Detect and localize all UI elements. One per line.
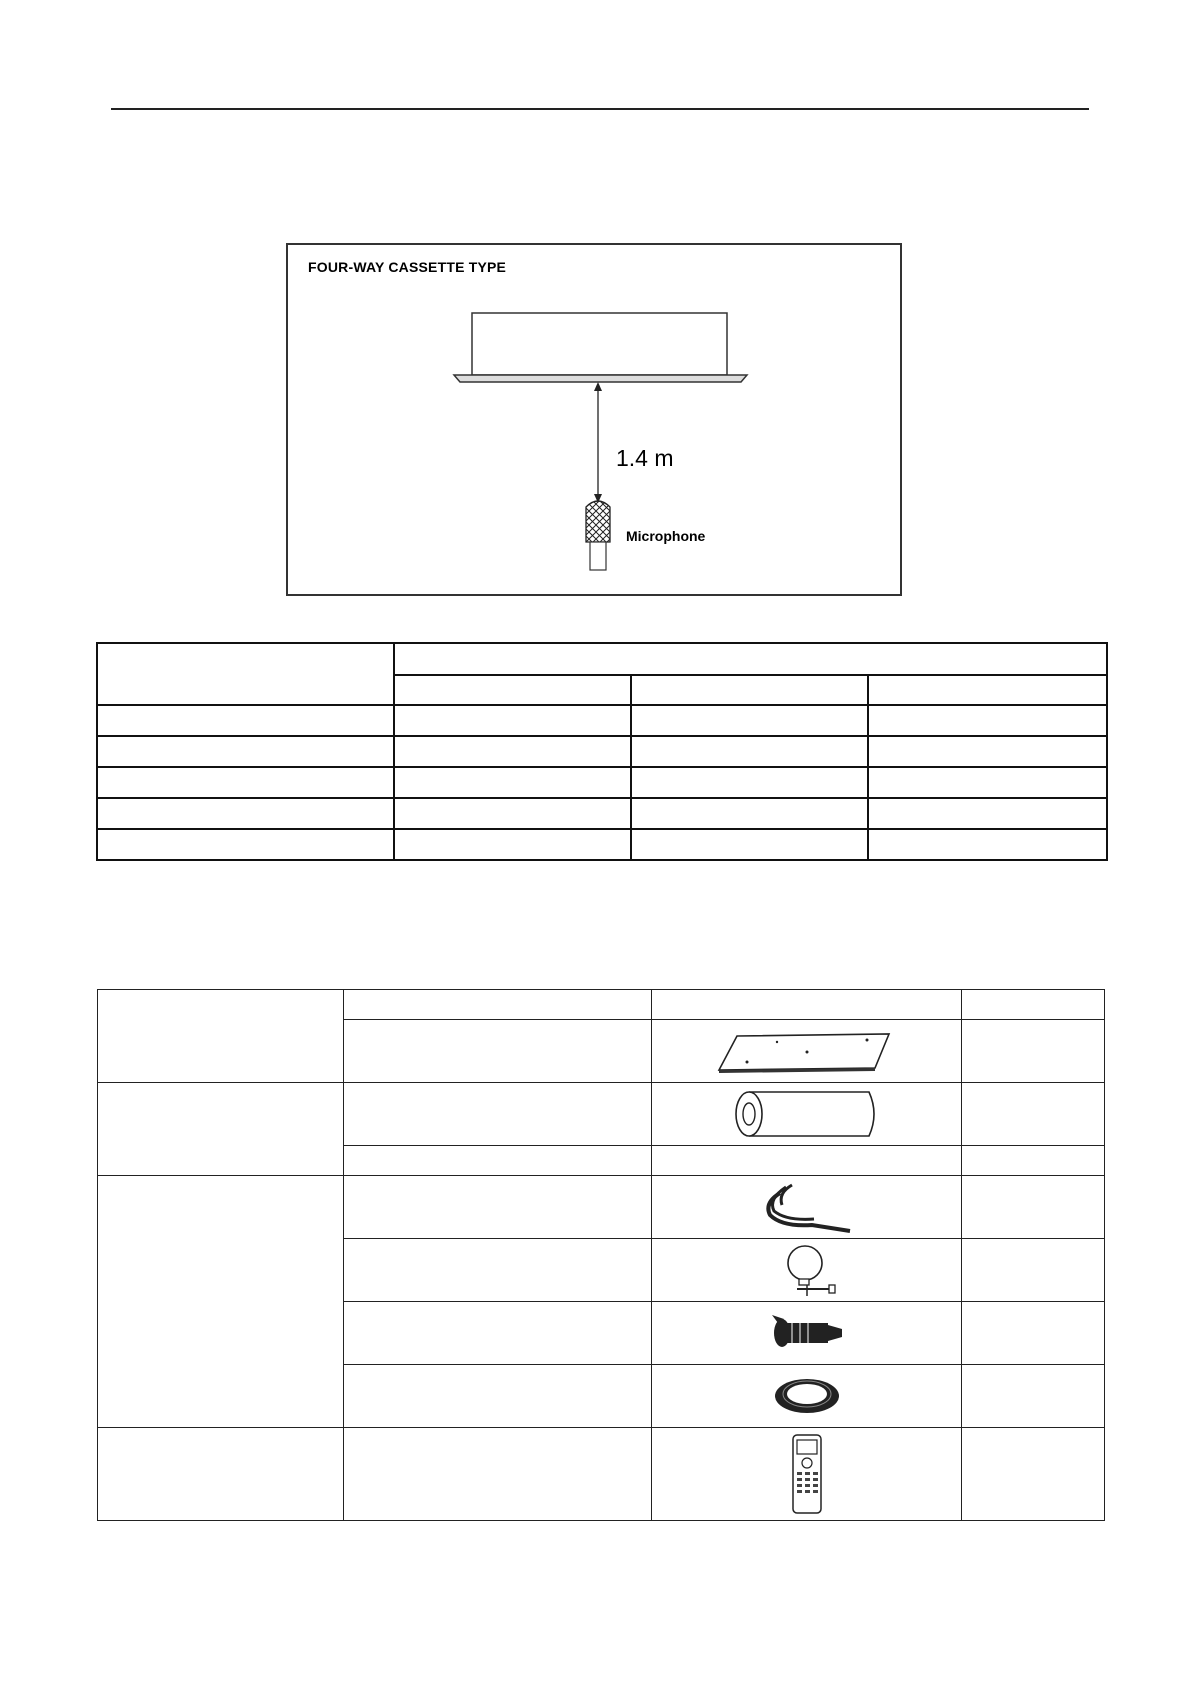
table-cell [631, 829, 868, 860]
table-cell [98, 990, 344, 1083]
figure-drawing [288, 245, 904, 598]
remote-controller-icon [787, 1433, 827, 1515]
microphone-label: Microphone [626, 528, 706, 544]
table-row [97, 736, 1107, 767]
table-cell [652, 1428, 962, 1521]
table-cell [962, 1428, 1105, 1521]
table-cell [868, 829, 1107, 860]
table-cell [631, 736, 868, 767]
table-cell [344, 1020, 652, 1083]
table-cell [394, 767, 631, 798]
drain-hose-icon [752, 1179, 862, 1235]
table-cell [652, 1083, 962, 1146]
table-cell [652, 1020, 962, 1083]
distance-label: 1.4 m [616, 445, 674, 471]
noise-table-header-row [97, 643, 1107, 675]
header-rule [111, 108, 1089, 110]
table-cell [962, 1176, 1105, 1239]
table-cell [652, 1302, 962, 1365]
microphone-head [586, 501, 610, 542]
table-row [97, 798, 1107, 829]
table-row [98, 1083, 1105, 1146]
table-cell [344, 1176, 652, 1239]
table-cell [962, 1146, 1105, 1176]
table-cell [97, 767, 394, 798]
table-cell [394, 798, 631, 829]
cassette-panel [454, 375, 747, 382]
table-cell [394, 829, 631, 860]
arrow-head-top [594, 382, 602, 391]
table-cell [652, 1176, 962, 1239]
table-cell [652, 1146, 962, 1176]
table-cell [344, 1083, 652, 1146]
table-cell [344, 1239, 652, 1302]
table-row [97, 829, 1107, 860]
table-cell [344, 1428, 652, 1521]
table-cell [631, 798, 868, 829]
table-cell [631, 705, 868, 736]
table-row [98, 1176, 1105, 1239]
accessories-table [97, 989, 1105, 1521]
insulation-pipe-icon [727, 1088, 887, 1140]
accessories-header-row [98, 990, 1105, 1020]
table-cell [631, 675, 868, 705]
mounting-plate-icon [707, 1026, 907, 1076]
seal-ring-icon [767, 1372, 847, 1420]
table-cell [868, 705, 1107, 736]
table-cell [868, 767, 1107, 798]
microphone-handle [590, 542, 606, 570]
table-cell [344, 1302, 652, 1365]
table-cell [98, 1083, 344, 1176]
table-cell [344, 990, 652, 1020]
table-cell [652, 990, 962, 1020]
table-cell [652, 1239, 962, 1302]
table-cell [652, 1365, 962, 1428]
pipe-clamp-icon [767, 1241, 847, 1299]
table-cell [962, 1083, 1105, 1146]
table-cell [344, 1146, 652, 1176]
table-cell [344, 1365, 652, 1428]
table-cell [962, 1020, 1105, 1083]
table-cell [98, 1428, 344, 1521]
noise-table [96, 642, 1108, 861]
table-cell [97, 736, 394, 767]
table-cell [97, 643, 394, 705]
table-cell [962, 1239, 1105, 1302]
table-row [97, 767, 1107, 798]
table-cell [868, 736, 1107, 767]
table-cell [868, 798, 1107, 829]
cassette-unit-body [472, 313, 727, 375]
drain-joint-icon [762, 1309, 852, 1357]
table-cell [394, 705, 631, 736]
table-cell [97, 829, 394, 860]
table-cell [962, 990, 1105, 1020]
table-row [97, 705, 1107, 736]
table-cell [962, 1302, 1105, 1365]
table-cell [962, 1365, 1105, 1428]
table-cell [394, 643, 1107, 675]
figure-title: FOUR-WAY CASSETTE TYPE [308, 259, 507, 275]
table-cell [394, 736, 631, 767]
table-cell [97, 798, 394, 829]
table-cell [631, 767, 868, 798]
cassette-measurement-figure [286, 243, 902, 596]
table-row [98, 1428, 1105, 1521]
table-cell [868, 675, 1107, 705]
table-cell [98, 1176, 344, 1428]
table-cell [394, 675, 631, 705]
table-cell [97, 705, 394, 736]
